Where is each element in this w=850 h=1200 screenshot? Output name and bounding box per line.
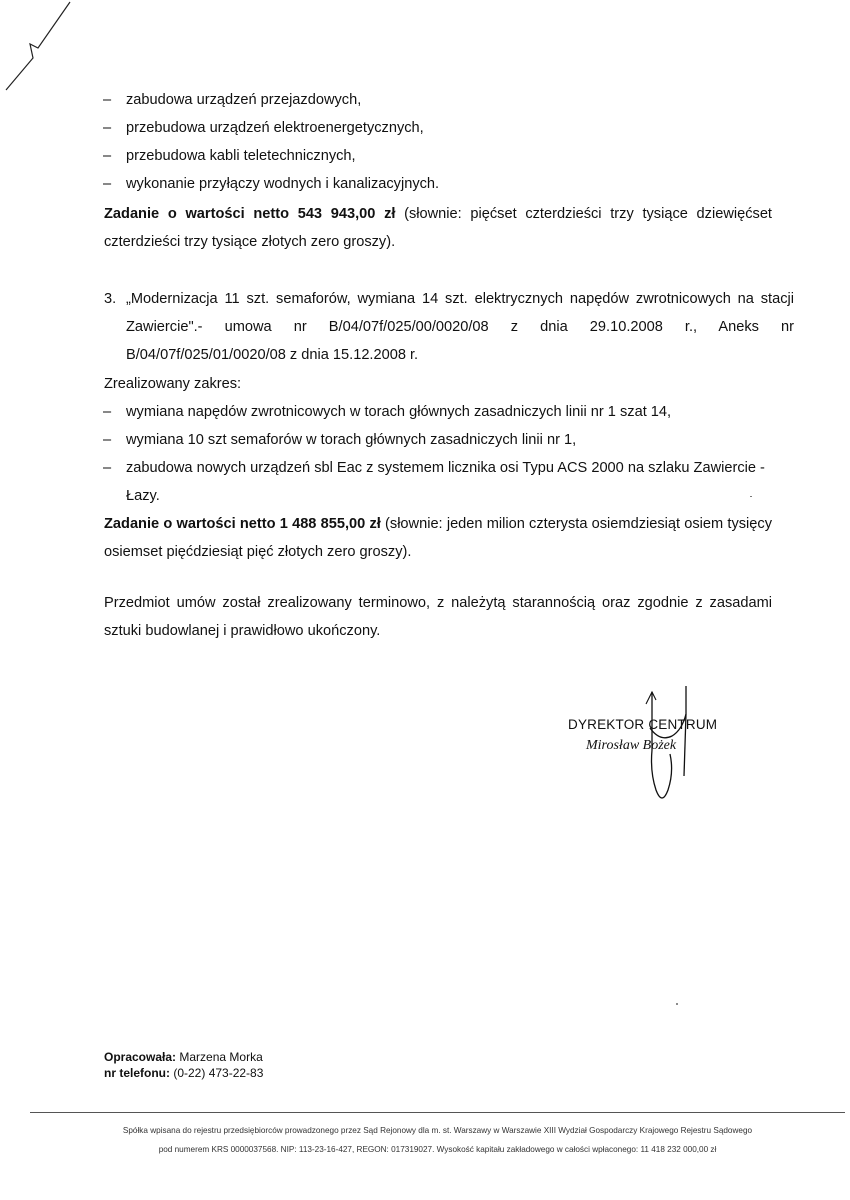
phone-line: nr telefonu: (0-22) 473-22-83 bbox=[104, 1066, 264, 1080]
list-item: – przebudowa urządzeń elektroenergetycznych, bbox=[103, 120, 424, 136]
signature-block bbox=[560, 680, 760, 810]
speck bbox=[676, 1003, 678, 1005]
scope-label: Zrealizowany zakres: bbox=[104, 376, 242, 392]
prepared-by-block bbox=[104, 1049, 263, 1081]
conclusion-paragraph: Przedmiot umów został zrealizowany terminowo, z należytą starannością oraz zgodnie z zasadami sztuki budowlanej i prawidłowo ukończony. bbox=[104, 595, 772, 639]
signatory-title: DYREKTOR CENTRUM bbox=[568, 717, 718, 732]
task-value-paragraph: Zadanie o wartości netto 543 943,00 zł (słownie: pięćset czterdzieści trzy tysiące dziewięćset czterdzieści trzy tysiące złotych zero groszy). bbox=[104, 206, 772, 250]
list-item: – wykonanie przyłączy wodnych i kanalizacyjnych. bbox=[103, 176, 440, 192]
footer-divider bbox=[30, 1112, 845, 1113]
list-item: – przebudowa kabli teletechnicznych, bbox=[103, 148, 356, 164]
list-item: – zabudowa nowych urządzeń sbl Eac z systemem licznika osi Typu ACS 2000 na szlaku Zawiercie - Łazy. bbox=[103, 460, 765, 504]
speck bbox=[750, 496, 752, 497]
numbered-item-3: 3. „Modernizacja 11 szt. semaforów, wymiana 14 szt. elektrycznych napędów zwrotnicowych na stacji Zawiercie".- umowa nr B/04/07f/025/00/0020/08 z dnia 29.10.2008 r., Aneks nr B/04/07f/025/01/0020/08 z dnia 15.12.2008 r. bbox=[104, 291, 794, 363]
list-item: – zabudowa urządzeń przejazdowych, bbox=[103, 92, 362, 108]
signatory-name: Mirosław Bożek bbox=[586, 738, 677, 753]
pen-stroke-mark bbox=[0, 0, 80, 100]
task-value-bold: Zadanie o wartości netto 1 488 855,00 zł bbox=[104, 516, 381, 532]
top-bullet-list bbox=[104, 86, 772, 198]
task-value-bold: Zadanie o wartości netto 543 943,00 zł bbox=[104, 206, 396, 222]
scope-bullet-list bbox=[104, 398, 772, 510]
list-item: – wymiana napędów zwrotnicowych w torach głównych zasadniczych linii nr 1 szat 14, bbox=[103, 404, 672, 420]
prepared-by-line: Opracowała: Marzena Morka bbox=[104, 1050, 263, 1064]
task-value-paragraph: Zadanie o wartości netto 1 488 855,00 zł (słownie: jeden milion czterysta osiemdziesiąt osiem tysięcy osiemset pięćdziesiąt pięć złotych zero groszy). bbox=[104, 516, 772, 560]
list-item: – wymiana 10 szt semaforów w torach głównych zasadniczych linii nr 1, bbox=[103, 432, 577, 448]
footer-legal-text: Spółka wpisana do rejestru przedsiębiorców prowadzonego przez Sąd Rejonowy dla m. st. Warszawy w Warszawie XIII Wydział Gospodarczy Krajowego Rejestru Sądowego pod numerem KRS 0000037568. NIP: 113-23-16-427, REGON: 017319027. Wysokość kapitału zakładowego w całości wpłaconego: 11 418 232 000,00 zł bbox=[122, 1126, 753, 1154]
